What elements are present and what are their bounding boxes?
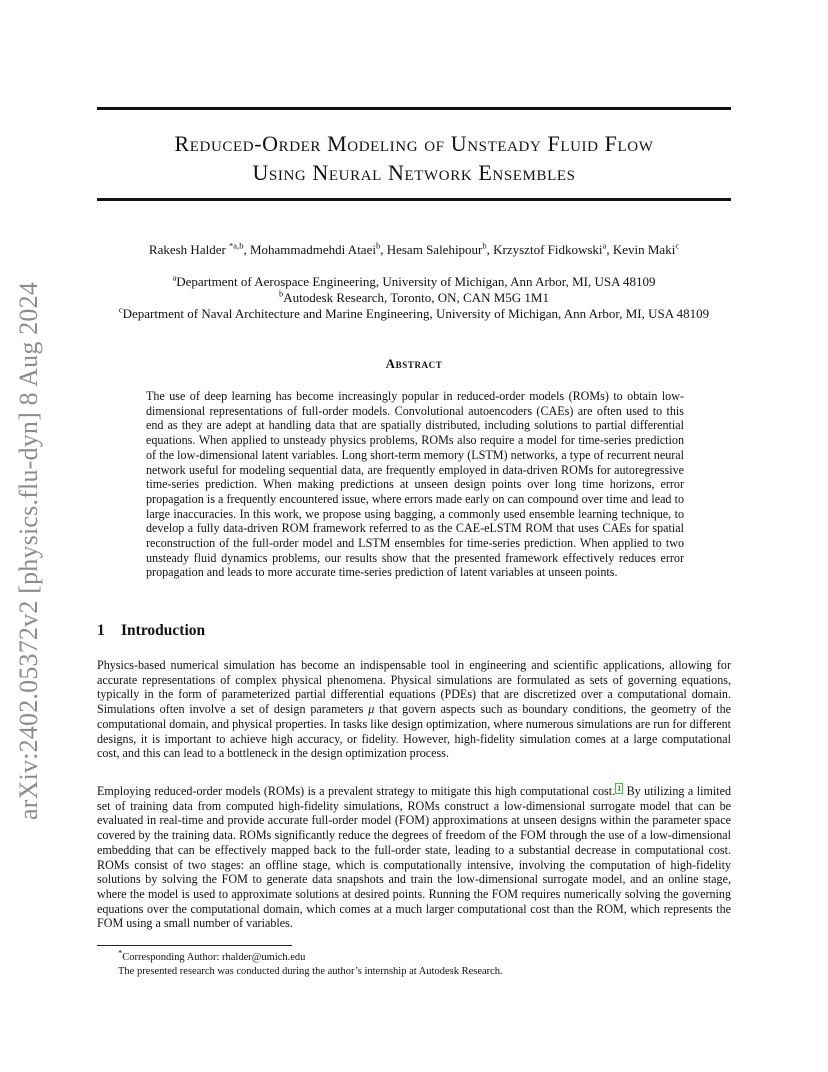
arxiv-identifier[interactable]: arXiv:2402.05372v2 [physics.flu-dyn] 8 Aug 2024 (14, 281, 43, 820)
intro-paragraph-2: Employing reduced-order models (ROMs) is a prevalent strategy to mitigate this high computational cost. 1 By utilizing a limited set of training data from computed high-fidelity simulations, ROMs construct a low-dimensional surrogate model that can be evaluated in real-time and provide accurate full-order model (FOM) approximations at unseen designs within the parameter space covered by the training data. ROMs significantly reduce the degrees of freedom of the FOM through the use of a low-dimensional embedding that can be effectively mapped back to the full-order state, leading to a substantial decrease in computational cost. ROMs consist of two stages: an offline stage, which is computationally intensive, involving the computation of high-fidelity solutions by solving the FOM to generate data snapshots and train the low-dimensional surrogate model, and an online stage, where the model is used to approximate solutions at desired points. Running the FOM requires numerically solving the governing equations over the computational domain, which comes at a much larger computational cost than the ROM, which represents the FOM using a small number of variables. (97, 784, 731, 931)
abstract-heading: Abstract (385, 356, 443, 371)
intro-paragraph-1: Physics-based numerical simulation has become an indispensable tool in engineering and scientific applications, allowing for accurate representations of complex physical phenomena. Physical simulations are formulated as sets of governing equations, typically in the form of parameterized partial differential equations (PDEs) that are discretized over a computational domain. Simulations often involve a set of design parameters μ that govern aspects such as boundary conditions, the geometry of the computational domain, and physical properties. In tasks like design optimization, where numerous simulations are run for different designs, it is important to achieve high accuracy, or fidelity. However, high-fidelity simulation comes at a large computational cost, and this can lead to a bottleneck in the design optimization process. (97, 658, 731, 761)
title-line-2: Using Neural Network Ensembles (252, 160, 576, 185)
footnote-divider (97, 945, 292, 946)
affiliations (60, 274, 768, 322)
author: Kevin Maki$^c$ (612, 240, 680, 257)
footnote-corresponding: *Corresponding Author: rhalder@umich.edu (118, 947, 306, 963)
author: Krzysztof Fidkowski$^a$, (493, 240, 613, 257)
author: Rakesh Halder $^{*a,b}$, (148, 240, 250, 257)
paper-title (97, 129, 731, 187)
section-number: 1 (97, 622, 105, 639)
footnote-reference-link[interactable]: 1 (617, 784, 622, 793)
section-heading (97, 622, 205, 640)
section-title: Introduction (121, 622, 206, 639)
mu-symbol: μ (368, 702, 375, 717)
author: Hesam Salehipour$^b$, (386, 240, 494, 257)
author: Mohammadmehdi Ataei$^b$, (249, 240, 387, 257)
abstract-text: The use of deep learning has become increasingly popular in reduced-order models (ROMs) to obtain low-dimensional representations of full-order models. Convolutional autoencoders (CAEs) are often used to this end as they are adept at handling data that are spatially distributed, including solutions to partial differential equations. When applied to unsteady physics problems, ROMs also require a model for time-series prediction of the low-dimensional latent variables. Long short-term memory (LSTM) networks, a type of recurrent neural network useful for modeling sequential data, are frequently employed in data-driven ROMs for autoregressive time-series prediction. When making predictions at unseen design points over long time horizons, error propagation is a frequently encountered issue, where errors made early on can compound over time and lead to large inaccuracies. In this work, we propose using bagging, a commonly used ensemble learning technique, to develop a fully data-driven ROM framework referred to as the CAE-eLSTM ROM that uses CAEs for spatial reconstruction of the full-order model and LSTM ensembles for time-series prediction. When applied to two unsteady fluid dynamics problems, our results show that the presented framework effectively reduces error propagation and leads to more accurate time-series prediction of latent variables at unseen points. (146, 389, 684, 580)
affiliation: $^b$Autodesk Research, Toronto, ON, CAN M5G 1M1 (279, 288, 549, 305)
footnotes (118, 947, 503, 979)
title-line-1: Reduced-Order Modeling of Unsteady Fluid Flow (174, 131, 654, 156)
title-rule-bottom (97, 198, 731, 201)
author-list (60, 242, 768, 258)
title-rule-top (97, 107, 731, 110)
affiliation: $^c$Department of Naval Architecture and Marine Engineering, University of Michigan, Ann Arbor, MI, USA 48109 (118, 304, 710, 321)
affiliation: $^a$Department of Aerospace Engineering, University of Michigan, Ann Arbor, MI, USA 48109 (172, 272, 656, 289)
footnote-note: The presented research was conducted during the author’s internship at Autodesk Research. (118, 966, 503, 977)
